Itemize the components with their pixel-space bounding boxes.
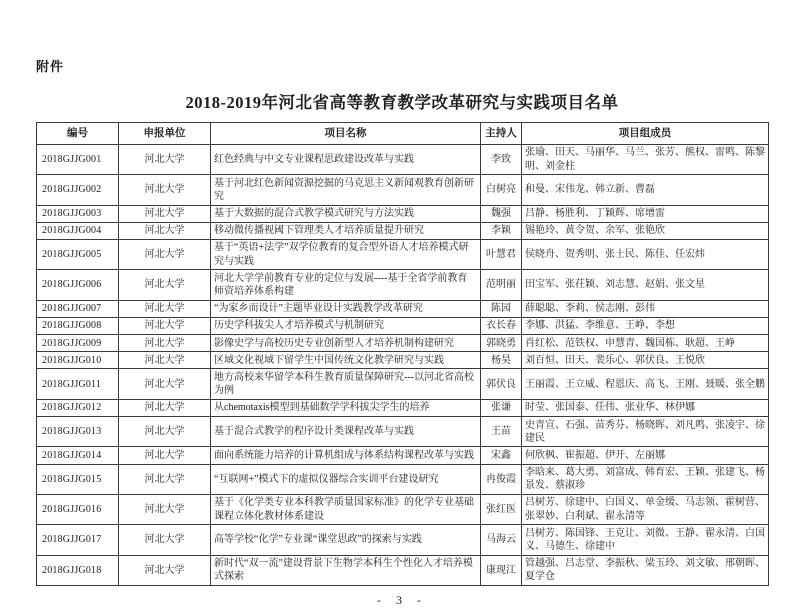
cell-unit: 河北大学 xyxy=(119,144,211,174)
cell-project: 新时代“双一流”建设背景下生物学本科生个性化人才培养模式探索 xyxy=(211,555,481,585)
table-row xyxy=(37,525,769,555)
cell-unit: 河北大学 xyxy=(119,352,211,369)
cell-leader: 张红医 xyxy=(481,494,522,524)
cell-members: 薛聪聪、李莉、侯志刚、彭伟 xyxy=(522,300,769,317)
cell-members: 刘百恒、田天、裴乐心、郭伏良、王悦欣 xyxy=(522,352,769,369)
cell-id: 2018GJJG016 xyxy=(37,494,119,524)
cell-project: 基于《化学类专业本科教学质量国家标准》的化学专业基础课程立体化教材体系建设 xyxy=(211,494,481,524)
cell-leader: 李颖 xyxy=(481,222,522,239)
cell-leader: 郭伏良 xyxy=(481,369,522,399)
cell-leader: 范明丽 xyxy=(481,270,522,300)
cell-project: 地方高校来华留学本科生教育质量保障研究---以河北省高校为例 xyxy=(211,369,481,399)
cell-leader: 王苗 xyxy=(481,417,522,447)
cell-project: 历史学科拔尖人才培养模式与机制研究 xyxy=(211,317,481,334)
table-row xyxy=(37,417,769,447)
cell-project: “互联网+”模式下的虚拟仪器综合实训平台建设研究 xyxy=(211,464,481,494)
table-row xyxy=(37,464,769,494)
cell-project: 基于“英语+法学”双学位教育的复合型外语人才培养模式研究与实践 xyxy=(211,239,481,269)
table-row xyxy=(37,270,769,300)
cell-leader: 白树亮 xyxy=(481,175,522,205)
column-header-3: 主持人 xyxy=(481,123,522,145)
cell-project: 基于河北红色新闻资源挖掘的马克思主义新闻观教育创新研究 xyxy=(211,175,481,205)
cell-id: 2018GJJG017 xyxy=(37,525,119,555)
cell-unit: 河北大学 xyxy=(119,369,211,399)
cell-unit: 河北大学 xyxy=(119,417,211,447)
column-header-2: 项目名称 xyxy=(211,123,481,145)
cell-id: 2018GJJG006 xyxy=(37,270,119,300)
cell-id: 2018GJJG003 xyxy=(37,205,119,222)
cell-project: 河北大学学前教育专业的定位与发展----基于全省学前教育师资培养体系构建 xyxy=(211,270,481,300)
cell-id: 2018GJJG013 xyxy=(37,417,119,447)
cell-project: 基于混合式教学的程序设计类课程改革与实践 xyxy=(211,417,481,447)
table-header-row xyxy=(37,123,769,145)
table-row xyxy=(37,175,769,205)
cell-unit: 河北大学 xyxy=(119,447,211,464)
projects-table xyxy=(36,122,769,586)
cell-project: 影像史学与高校历史专业创新型人才培养机制构建研究 xyxy=(211,335,481,352)
cell-project: 移动微传播视阈下管理类人才培养质量提升研究 xyxy=(211,222,481,239)
cell-members: 侯晓舟、贺秀明、张士民、陈佳、任宏炜 xyxy=(522,239,769,269)
cell-leader: 衣长春 xyxy=(481,317,522,334)
cell-members: 管越强、吕志堂、李振秋、梁玉玲、刘文敏、邢朝晖、夏学仓 xyxy=(522,555,769,585)
cell-id: 2018GJJG012 xyxy=(37,399,119,416)
cell-project: 区域文化视域下留学生中国传统文化教学研究与实践 xyxy=(211,352,481,369)
cell-members: 田宝军、张茌颖、刘志慧、赵娟、张文星 xyxy=(522,270,769,300)
cell-unit: 河北大学 xyxy=(119,555,211,585)
cell-project: 面向系统能力培养的计算机组成与体系结构课程改革与实践 xyxy=(211,447,481,464)
cell-unit: 河北大学 xyxy=(119,494,211,524)
cell-members: 肖红松、范铁权、申慧青、魏国栋、耿超、王峥 xyxy=(522,335,769,352)
cell-members: 史青宣、石强、苗秀芬、杨晓晖、刘凡鸣、张凌宇、徐建民 xyxy=(522,417,769,447)
table-row xyxy=(37,494,769,524)
cell-leader: 郭晓勇 xyxy=(481,335,522,352)
table-row xyxy=(37,222,769,239)
table-row xyxy=(37,239,769,269)
cell-project: “为家乡而设计”主题毕业设计实践教学改革研究 xyxy=(211,300,481,317)
table-row xyxy=(37,300,769,317)
column-header-4: 项目组成员 xyxy=(522,123,769,145)
cell-unit: 河北大学 xyxy=(119,335,211,352)
cell-id: 2018GJJG014 xyxy=(37,447,119,464)
column-header-0: 编号 xyxy=(37,123,119,145)
cell-unit: 河北大学 xyxy=(119,222,211,239)
cell-id: 2018GJJG002 xyxy=(37,175,119,205)
page-number: - 3 - xyxy=(377,593,427,608)
cell-members: 吕静、杨胜利、丁颖辉、席增雷 xyxy=(522,205,769,222)
cell-leader: 杨昊 xyxy=(481,352,522,369)
cell-leader: 马海云 xyxy=(481,525,522,555)
cell-id: 2018GJJG008 xyxy=(37,317,119,334)
cell-unit: 河北大学 xyxy=(119,300,211,317)
table-row xyxy=(37,335,769,352)
table-body xyxy=(37,144,769,585)
cell-leader: 冉俊霞 xyxy=(481,464,522,494)
cell-unit: 河北大学 xyxy=(119,525,211,555)
cell-leader: 魏强 xyxy=(481,205,522,222)
table-row xyxy=(37,555,769,585)
cell-leader: 张谦 xyxy=(481,399,522,416)
cell-id: 2018GJJG009 xyxy=(37,335,119,352)
cell-unit: 河北大学 xyxy=(119,317,211,334)
cell-leader: 李致 xyxy=(481,144,522,174)
cell-unit: 河北大学 xyxy=(119,270,211,300)
cell-id: 2018GJJG018 xyxy=(37,555,119,585)
cell-members: 和曼、宋伟龙、韩立新、曹磊 xyxy=(522,175,769,205)
cell-project: 基于大数据的混合式教学模式研究与方法实践 xyxy=(211,205,481,222)
cell-leader: 陈园 xyxy=(481,300,522,317)
cell-members: 吕树芳、陈国锋、王克让、刘微、王静、翟永清、白国义、马德生、徐建中 xyxy=(522,525,769,555)
cell-unit: 河北大学 xyxy=(119,175,211,205)
cell-members: 张瑜、田天、马丽华、马兰、张芳、熊权、雷鸣、陈黎明、刘金柱 xyxy=(522,144,769,174)
cell-members: 李晗来、葛大勇、刘富成、韩育宏、王颖、张建飞、杨景发、蔡淑珍 xyxy=(522,464,769,494)
cell-leader: 叶慧君 xyxy=(481,239,522,269)
cell-unit: 河北大学 xyxy=(119,239,211,269)
attachment-label: 附件 xyxy=(36,59,65,74)
cell-id: 2018GJJG010 xyxy=(37,352,119,369)
cell-project: 从chemotaxis模型到基础数学学科拔尖学生的培养 xyxy=(211,399,481,416)
cell-members: 吕树芳、徐建中、白国义、单金缓、马志领、霍树营、张翠妙、白利斌、翟永清等 xyxy=(522,494,769,524)
table-row xyxy=(37,447,769,464)
cell-project: 红色经典与中文专业课程思政建设改革与实践 xyxy=(211,144,481,174)
table-row xyxy=(37,205,769,222)
table-row xyxy=(37,369,769,399)
cell-members: 时莹、张国泰、任伟、张业华、林伊娜 xyxy=(522,399,769,416)
cell-leader: 康现江 xyxy=(481,555,522,585)
cell-id: 2018GJJG004 xyxy=(37,222,119,239)
cell-id: 2018GJJG001 xyxy=(37,144,119,174)
table-row xyxy=(37,317,769,334)
cell-id: 2018GJJG005 xyxy=(37,239,119,269)
cell-id: 2018GJJG015 xyxy=(37,464,119,494)
table-row xyxy=(37,352,769,369)
cell-unit: 河北大学 xyxy=(119,205,211,222)
cell-unit: 河北大学 xyxy=(119,464,211,494)
page-title: 2018-2019年河北省高等教育教学改革研究与实践项目名单 xyxy=(185,93,619,112)
table-row xyxy=(37,144,769,174)
cell-id: 2018GJJG011 xyxy=(37,369,119,399)
cell-leader: 宋鑫 xyxy=(481,447,522,464)
cell-members: 锡艳玲、黄令贺、余军、张艳欣 xyxy=(522,222,769,239)
column-header-1: 申报单位 xyxy=(119,123,211,145)
cell-id: 2018GJJG007 xyxy=(37,300,119,317)
cell-members: 王丽霞、王立威、程恩庆、高飞、王刚、聂暖、张全鹏 xyxy=(522,369,769,399)
cell-members: 李娜、洪猛、李维意、王峥、李想 xyxy=(522,317,769,334)
cell-members: 何欣枫、崔振超、伊开、左丽娜 xyxy=(522,447,769,464)
cell-unit: 河北大学 xyxy=(119,399,211,416)
table-row xyxy=(37,399,769,416)
cell-project: 高等学校“化学”专业课“课堂思政”的探索与实践 xyxy=(211,525,481,555)
